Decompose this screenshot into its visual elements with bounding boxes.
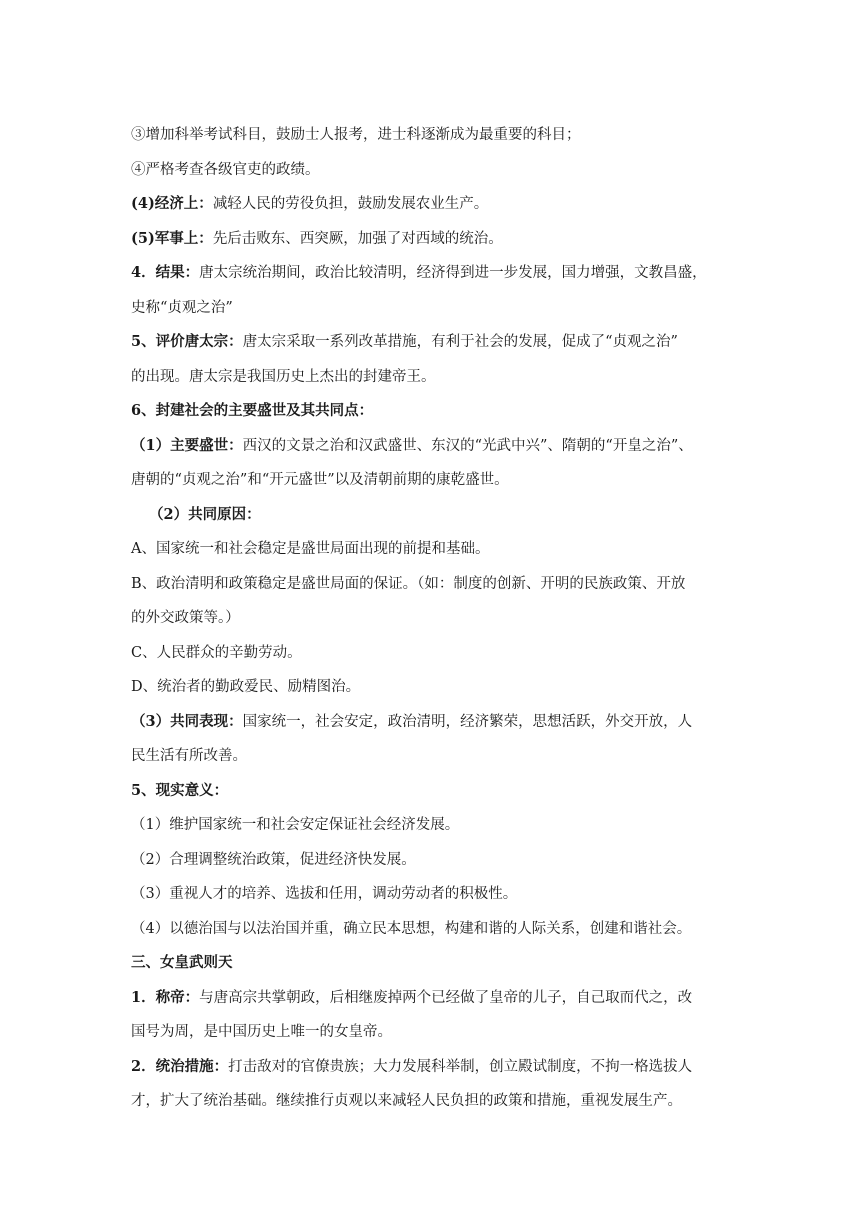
text-line: D、统治者的勤政爱民、励精图治。 — [131, 679, 361, 695]
text-line: (4)经济上：减轻人民的劳役负担，鼓励发展农业生产。 — [131, 195, 489, 212]
text-line: （3）共同表现：国家统一，社会安定，政治清明，经济繁荣，思想活跃，外交开放，人 — [131, 712, 693, 730]
text-line: 国号为周，是中国历史上唯一的女皇帝。 — [131, 1024, 392, 1040]
text-line: 1．称帝：与唐高宗共掌朝政，后相继废掉两个已经做了皇帝的儿子，自己取而代之，改 — [131, 988, 693, 1006]
text-line: B、政治清明和政策稳定是盛世局面的保证。（如：制度的创新、开明的民族政策、开放 — [131, 575, 686, 592]
text-line: A、国家统一和社会稳定是盛世局面出现的前提和基础。 — [131, 541, 490, 557]
text-line: 的外交政策等。） — [131, 610, 240, 626]
subheading: （2）共同原因： — [149, 505, 261, 523]
text-line: （3）重视人才的培养、选拔和任用，调动劳动者的积极性。 — [131, 886, 518, 902]
section-heading: 三、女皇武则天 — [131, 954, 233, 971]
text-line: 史称“贞观之治” — [131, 299, 233, 316]
text-line: 2．统治措施：打击敌对的官僚贵族；大力发展科举制，创立殿试制度，不拘一格选拔人 — [131, 1057, 693, 1075]
text-line: （2）合理调整统治政策，促进经济快发展。 — [131, 851, 416, 868]
text-line: （4）以德治国与以法治国并重，确立民本思想，构建和谐的人际关系，创建和谐社会。 — [131, 920, 692, 937]
text-line: 5、评价唐太宗：唐太宗采取一系列改革措施，有利于社会的发展，促成了“贞观之治” — [131, 333, 678, 350]
text-line: C、人民群众的辛勤劳动。 — [131, 644, 302, 661]
text-line: ③增加科举考试科目，鼓励士人报考，进士科逐渐成为最重要的科目； — [131, 127, 581, 143]
text-line: 的出现。唐太宗是我国历史上杰出的封建帝王。 — [131, 368, 436, 385]
section-heading: 5、现实意义： — [131, 781, 229, 799]
text-line: 民生活有所改善。 — [131, 748, 247, 764]
text-line: 唐朝的“贞观之治”和“开元盛世”以及清朝前期的康乾盛世。 — [131, 472, 509, 488]
section-heading: 6、封建社会的主要盛世及其共同点： — [131, 402, 374, 419]
text-line: (5)军事上：先后击败东、西突厥，加强了对西域的统治。 — [131, 229, 503, 247]
text-line: 才，扩大了统治基础。继续推行贞观以来减轻人民负担的政策和措施，重视发展生产。 — [131, 1093, 682, 1109]
text-line: （1）维护国家统一和社会安定保证社会经济发展。 — [131, 817, 460, 833]
text-line: （1）主要盛世：西汉的文景之治和汉武盛世、东汉的“光武中兴”、隋朝的“开皇之治”、 — [131, 436, 693, 454]
text-line: 4．结果：唐太宗统治期间，政治比较清明，经济得到进一步发展，国力增强，文教昌盛， — [131, 264, 707, 281]
text-line: ④严格考查各级官吏的政绩。 — [131, 161, 320, 178]
